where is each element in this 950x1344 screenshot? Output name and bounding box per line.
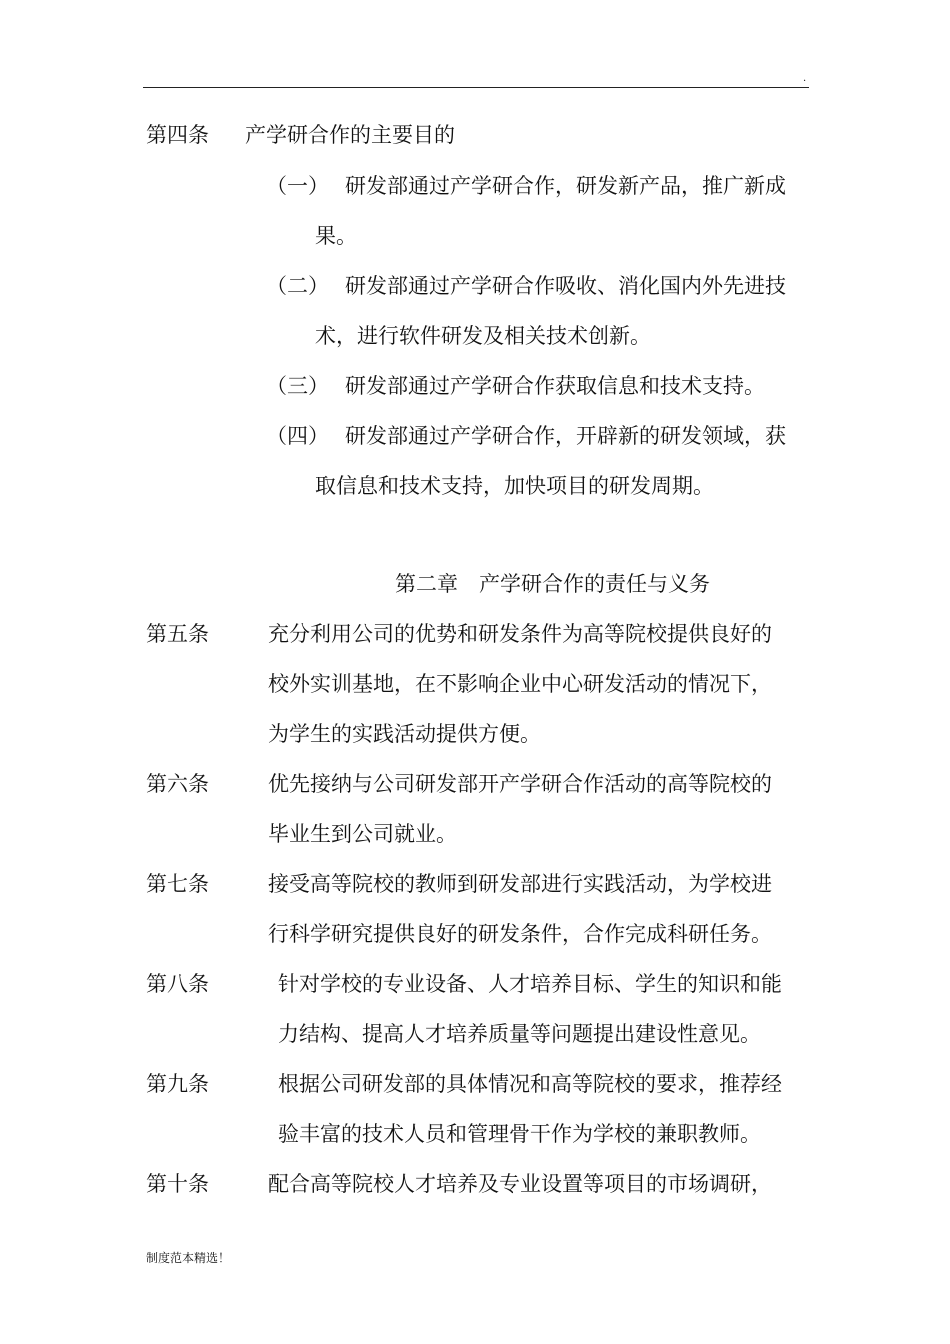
article-4-label: 第四条 (146, 123, 209, 147)
item-2-number: （二） (266, 274, 329, 298)
article-8-line-2: 力结构、提高人才培养质量等问题提出建设性意见。 (278, 1022, 761, 1046)
article-9-line-1: 根据公司研发部的具体情况和高等院校的要求，推荐经 (278, 1072, 782, 1096)
article-5-line-2: 校外实训基地，在不影响企业中心研发活动的情况下， (268, 672, 772, 696)
chapter-2-title: 第二章 产学研合作的责任与义务 (395, 572, 710, 596)
article-6-label: 第六条 (146, 772, 209, 796)
article-7-line-2: 行科学研究提供良好的研发条件，合作完成科研任务。 (268, 922, 772, 946)
article-6-line-2: 毕业生到公司就业。 (268, 822, 457, 846)
header-dot: . (803, 73, 807, 84)
article-7-line-1: 接受高等院校的教师到研发部进行实践活动，为学校进 (268, 872, 772, 896)
item-3-line-1: 研发部通过产学研合作获取信息和技术支持。 (345, 374, 765, 398)
article-5-line-3: 为学生的实践活动提供方便。 (268, 722, 541, 746)
article-5-line-1: 充分利用公司的优势和研发条件为高等院校提供良好的 (268, 622, 772, 646)
item-4-number: （四） (266, 424, 329, 448)
article-9-line-2: 验丰富的技术人员和管理骨干作为学校的兼职教师。 (278, 1122, 761, 1146)
item-1-line-2: 果。 (315, 224, 357, 248)
footer-text: 制度范本精选！ (146, 1251, 231, 1265)
article-10-label: 第十条 (146, 1172, 209, 1196)
item-2-line-2: 术，进行软件研发及相关技术创新。 (315, 324, 651, 348)
item-4-line-2: 取信息和技术支持，加快项目的研发周期。 (315, 474, 714, 498)
article-10-line-1: 配合高等院校人才培养及专业设置等项目的市场调研， (268, 1172, 772, 1196)
article-7-label: 第七条 (146, 872, 209, 896)
item-4-line-1: 研发部通过产学研合作，开辟新的研发领域，获 (345, 424, 786, 448)
header-rule (143, 87, 809, 88)
item-1-number: （一） (266, 174, 329, 198)
article-9-label: 第九条 (146, 1072, 209, 1096)
article-8-line-1: 针对学校的专业设备、人才培养目标、学生的知识和能 (278, 972, 782, 996)
item-3-number: （三） (266, 374, 329, 398)
item-2-line-1: 研发部通过产学研合作吸收、消化国内外先进技 (345, 274, 786, 298)
article-8-label: 第八条 (146, 972, 209, 996)
article-4-title: 产学研合作的主要目的 (245, 123, 455, 147)
article-5-label: 第五条 (146, 622, 209, 646)
item-1-line-1: 研发部通过产学研合作，研发新产品，推广新成 (345, 174, 786, 198)
article-6-line-1: 优先接纳与公司研发部开产学研合作活动的高等院校的 (268, 772, 772, 796)
